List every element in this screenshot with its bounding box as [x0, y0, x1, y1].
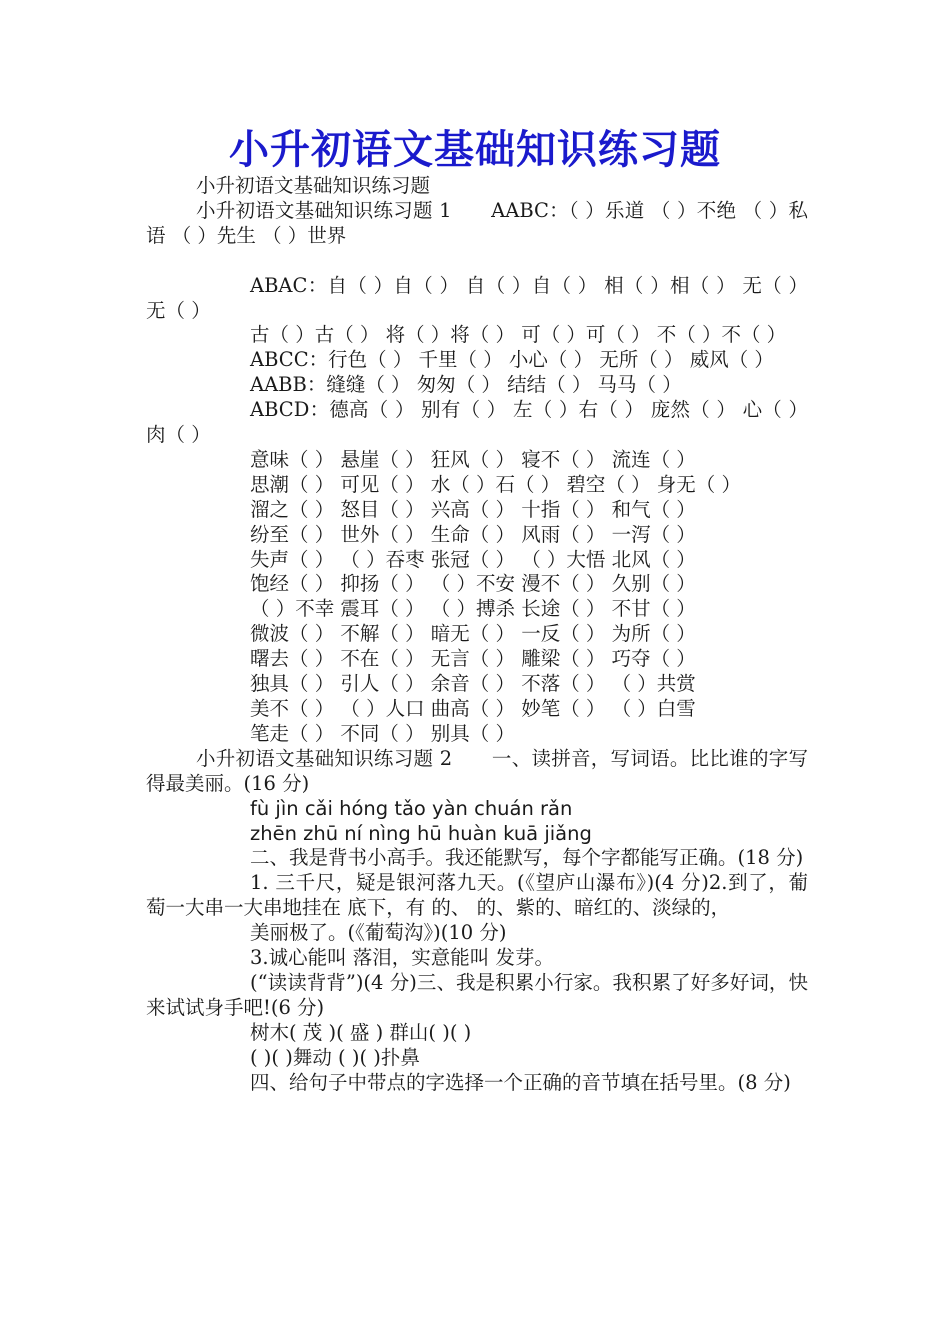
text-line: ABCC：行色（ ） 千里（ ） 小心（ ） 无所（ ） 威风（ ） [250, 348, 774, 372]
text-line: 1. 三千尺，疑是银河落九天。(《望庐山瀑布》)(4 分)2.到了，葡萄一大串一大串地挂在 底下，有 的、 的、紫的、暗红的、淡绿的， [146, 871, 808, 920]
pinyin-line: zhēn zhū ní nìng hū huàn kuā jiǎng [250, 821, 592, 845]
text-line: 微波（ ） 不解（ ） 暗无（ ） 一反（ ） 为所（ ） [250, 622, 696, 646]
text-line: 小升初语文基础知识练习题 [196, 174, 431, 197]
document-body [146, 174, 808, 1096]
text-line: 曙去（ ） 不在（ ） 无言（ ） 雕梁（ ） 巧夺（ ） [250, 647, 696, 671]
text-line: ABAC：自（ ）自（ ） 自（ ）自（ ） 相（ ）相（ ） 无（ ）无（ ） [146, 273, 808, 322]
text-line: 树木( 茂 )( 盛 ) 群山( )( ) [250, 1020, 472, 1044]
text-line: AABB：缝缝（ ） 匆匆（ ） 结结（ ） 马马（ ） [250, 373, 682, 397]
text-line: 3.诚心能叫 落泪，实意能叫 发芽。 [250, 946, 555, 970]
text-line: 笔走（ ） 不同（ ） 别具（ ） [250, 721, 515, 745]
document-title: 小升初语文基础知识练习题 [229, 126, 721, 173]
text-line: (“读读背背”)(4 分)三、我是积累小行家。我积累了好多好词，快来试试身手吧!(6 分) [146, 970, 808, 1019]
text-line: 四、给句子中带点的字选择一个正确的音节填在括号里。(8 分) [250, 1070, 791, 1094]
text-line: ( )( )舞动 ( )( )扑鼻 [250, 1045, 420, 1069]
text-line: 意味（ ） 悬崖（ ） 狂风（ ） 寝不（ ） 流连（ ） [250, 447, 696, 471]
text-line: 饱经（ ） 抑扬（ ） （ ）不安 漫不（ ） 久别（ ） [250, 572, 696, 596]
text-line: 纷至（ ） 世外（ ） 生命（ ） 风雨（ ） 一泻（ ） [250, 522, 696, 546]
blank-line [146, 249, 808, 274]
text-line: 失声（ ） （ ）吞枣 张冠（ ） （ ）大悟 北风（ ） [250, 547, 696, 571]
text-line: （ ）不幸 震耳（ ） （ ）搏杀 长途（ ） 不甘（ ） [250, 597, 696, 621]
text-line: 古（ ）古（ ） 将（ ）将（ ） 可（ ）可（ ） 不（ ）不（ ） [250, 323, 787, 347]
text-line: 独具（ ） 引人（ ） 余音（ ） 不落（ ） （ ）共赏 [250, 672, 696, 696]
text-line: 二、我是背书小高手。我还能默写，每个字都能写正确。(18 分) [250, 846, 804, 870]
text-line: 思潮（ ） 可见（ ） 水（ ）石（ ） 碧空（ ） 身无（ ） [250, 472, 741, 496]
text-line: 美丽极了。(《葡萄沟》)(10 分) [250, 921, 507, 945]
text-line: 小升初语文基础知识练习题 1 AABC：（ ）乐道 （ ）不绝 （ ）私语 （ ）先生 （ ）世界 [146, 198, 808, 247]
text-line: 溜之（ ） 怒目（ ） 兴高（ ） 十指（ ） 和气（ ） [250, 497, 696, 521]
pinyin-line: fù jìn cǎi hóng tǎo yàn chuán rǎn [250, 796, 573, 820]
text-line: 美不（ ） （ ）人口 曲高（ ） 妙笔（ ） （ ）白雪 [250, 697, 696, 721]
text-line: 小升初语文基础知识练习题 2 一、读拼音，写词语。比比谁的字写得最美丽。(16 分) [146, 746, 808, 795]
text-line: ABCD：德高（ ） 别有（ ） 左（ ）右（ ） 庞然（ ） 心（ ）肉（ ） [146, 398, 808, 447]
